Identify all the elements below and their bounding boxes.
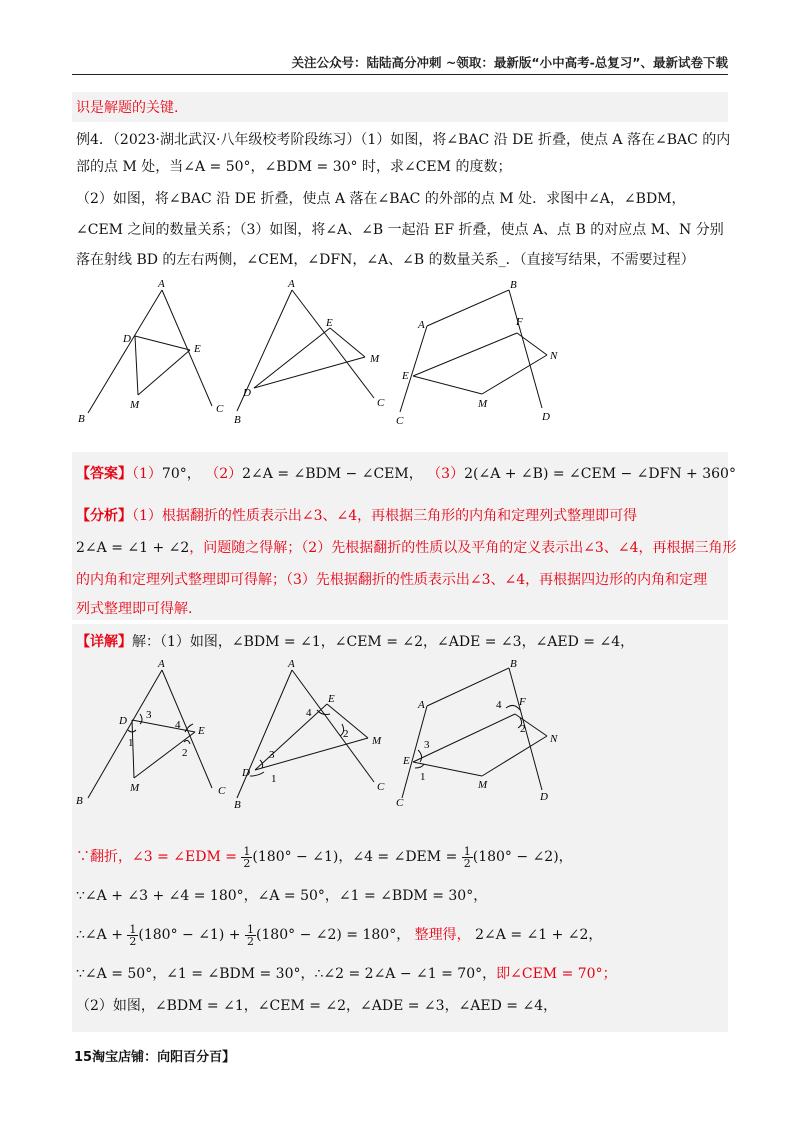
dfig1-angle-2: 2 <box>182 747 188 759</box>
answer-part3-label: （3） <box>427 466 465 482</box>
detail-step-3 <box>76 920 726 950</box>
dfig3-angle-4: 4 <box>496 699 502 711</box>
page-footer: 15淘宝店铺：向阳百分百】 <box>74 1050 236 1065</box>
answer-line <box>76 462 736 486</box>
analysis-line-4: 列式整理即可得解. <box>76 601 193 617</box>
analysis-label: 【分析】 <box>76 508 132 524</box>
answer-label: 【答案】 <box>76 466 132 482</box>
intro-text: 识是解题的关键. <box>76 100 179 116</box>
half-fraction <box>127 924 138 947</box>
step3-a: ∴∠A + <box>76 927 128 943</box>
fig3-label-a: A <box>418 319 425 331</box>
dfig2-angle-2: 2 <box>343 728 349 740</box>
problem-line-3: （2）如图，将∠BAC 沿 DE 折叠，使点 A 落在∠BAC 的外部的点 M 处．求图中∠A，∠BDM， <box>76 191 686 207</box>
answer-value-2: 2∠A = ∠BDM − ∠CEM， <box>242 466 423 482</box>
dfig2-label-d: D <box>242 767 250 779</box>
dfig2-label-c: C <box>377 781 385 793</box>
step3-b: (180° − ∠1) + <box>138 927 245 943</box>
fraction-denominator: 2 <box>463 856 471 870</box>
step1-c: (180° − ∠2)， <box>472 849 573 865</box>
fraction-numerator: 1 <box>243 844 251 858</box>
analysis-line-1 <box>76 504 726 528</box>
fig1-label-e: E <box>194 343 201 355</box>
fig1-label-m: M <box>130 399 140 411</box>
step4-b: 即∠CEM = 70°； <box>496 966 617 982</box>
dfig3-angle-3: 3 <box>424 739 430 751</box>
fig1-label-b: B <box>78 413 85 425</box>
detail-label: 【详解】 <box>76 634 132 650</box>
step3-c: (180° − ∠2) = 180°， <box>255 927 411 943</box>
fig1-label-a: A <box>158 278 165 290</box>
fig2-label-b: B <box>234 414 241 426</box>
fraction-numerator: 1 <box>246 922 254 936</box>
half-fraction <box>245 924 256 947</box>
dfig2-angle-1: 1 <box>271 773 277 785</box>
problem-line-5: 落在射线 BD 的左右两侧，∠CEM，∠DFN，∠A、∠B 的数量关系_．（直接写结果，不需要过程） <box>76 252 695 268</box>
fig3-label-d: D <box>542 411 550 423</box>
dfig3-label-m: M <box>478 779 488 791</box>
step1-a: ∵翻折，∠3 = ∠EDM = <box>76 849 242 865</box>
dfig3-label-d: D <box>540 791 548 803</box>
half-fraction <box>241 846 252 869</box>
dfig3-angle-2: 2 <box>520 723 526 735</box>
fig2-label-c: C <box>377 397 385 409</box>
dfig1-label-a: A <box>158 658 165 670</box>
analysis-formula: 2∠A = ∠1 + ∠2 <box>76 540 190 556</box>
step1-b: (180° − ∠1)，∠4 = ∠DEM = <box>252 849 462 865</box>
detail-step-4 <box>76 962 726 986</box>
fig3-label-e: E <box>402 370 409 382</box>
fraction-numerator: 1 <box>129 922 137 936</box>
dfig3-angle-1: 1 <box>420 771 426 783</box>
dfig1-label-e: E <box>198 725 205 737</box>
fraction-numerator: 1 <box>463 844 471 858</box>
problem-line-2: 部的点 M 处，当∠A = 50°，∠BDM = 30° 时，求∠CEM 的度数； <box>76 159 512 175</box>
detail-line-1 <box>76 630 726 654</box>
fig3-label-f: F <box>516 316 523 328</box>
answer-value-1: 70°， <box>161 466 201 482</box>
dfig3-label-a: A <box>418 699 425 711</box>
analysis-text-2: ，问题随之得解；（2）先根据翻折的性质以及平角的定义表示出∠3、∠4，再根据三角形 <box>189 540 737 556</box>
fig3-label-b: B <box>510 279 517 291</box>
dfig2-label-m: M <box>372 735 382 747</box>
fig1-label-d: D <box>123 333 131 345</box>
fig3-label-n: N <box>550 350 558 362</box>
dfig1-label-m: M <box>130 782 140 794</box>
dfig1-angle-4: 4 <box>175 719 181 731</box>
problem-figures <box>72 278 728 438</box>
dfig1-label-d: D <box>119 715 127 727</box>
dfig1-angle-1: 1 <box>128 737 134 749</box>
fig2-label-m: M <box>370 353 380 365</box>
detail-step-2: ∵∠A + ∠3 + ∠4 = 180°，∠A = 50°，∠1 = ∠BDM = 30°， <box>76 888 488 904</box>
detail-step-1 <box>76 842 726 872</box>
dfig2-angle-4: 4 <box>306 707 312 719</box>
fraction-denominator: 2 <box>243 856 251 870</box>
page-header: 关注公众号：陆陆高分冲刺 ~领取：最新版“小中高考-总复习”、最新试卷下载 <box>72 52 728 75</box>
dfig3-label-n: N <box>550 733 558 745</box>
step3-e: 2∠A = ∠1 + ∠2， <box>475 927 603 943</box>
dfig1-label-c: C <box>218 785 226 797</box>
problem-line-4: ∠CEM 之间的数量关系；（3）如图，将∠A、∠B 一起沿 EF 折叠，使点 A、点 B 的对应点 M、N 分别 <box>76 222 724 238</box>
fig3-label-c: C <box>396 415 404 427</box>
answer-part1-label: （1） <box>132 466 162 482</box>
problem-line-1: 例4．（2023·湖北武汉·八年级校考阶段练习）（1）如图，将∠BAC 沿 DE 折叠，使点 A 落在∠BAC 的内 <box>76 132 731 148</box>
step4-a: ∵∠A = 50°，∠1 = ∠BDM = 30°，∴∠2 = 2∠A − ∠1 = 70°， <box>76 966 497 982</box>
half-fraction <box>462 846 473 869</box>
fig3-label-m: M <box>478 398 488 410</box>
dfig1-angle-3: 3 <box>146 709 152 721</box>
dfig1-label-b: B <box>76 795 83 807</box>
dfig2-angle-3: 3 <box>269 749 275 761</box>
answer-part2-label: （2） <box>205 466 243 482</box>
dfig2-label-a: A <box>288 658 295 670</box>
dfig2-label-b: B <box>234 799 241 808</box>
dfig3-label-e: E <box>403 755 410 767</box>
analysis-line-3: 的内角和定理列式整理即可得解；（3）先根据翻折的性质表示出∠3、∠4，再根据四边形的内角和定理 <box>76 572 708 588</box>
detail-figures <box>72 658 728 808</box>
step3-d: 整理得， <box>414 927 471 943</box>
dfig3-label-c: C <box>396 797 404 808</box>
answer-value-3: 2(∠A + ∠B) = ∠CEM − ∠DFN + 360° <box>464 466 736 482</box>
detail-text-1: 解：（1）如图，∠BDM = ∠1，∠CEM = ∠2，∠ADE = ∠3，∠AED = ∠4， <box>132 634 635 650</box>
fig2-label-e: E <box>326 317 333 329</box>
analysis-text-1: （1）根据翻折的性质表示出∠3、∠4，再根据三角形的内角和定理列式整理即可得 <box>132 508 638 524</box>
fraction-denominator: 2 <box>246 934 254 948</box>
analysis-line-2 <box>76 536 737 560</box>
fig2-label-d: D <box>243 387 251 399</box>
detail-step-5: （2）如图，∠BDM = ∠1，∠CEM = ∠2，∠ADE = ∠3，∠AED = ∠4， <box>76 998 558 1014</box>
dfig2-label-e: E <box>328 693 335 705</box>
dfig3-label-f: F <box>519 696 526 708</box>
fig2-label-a: A <box>288 278 295 290</box>
dfig3-label-b: B <box>510 658 517 670</box>
fraction-denominator: 2 <box>129 934 137 948</box>
fig1-label-c: C <box>216 403 224 415</box>
